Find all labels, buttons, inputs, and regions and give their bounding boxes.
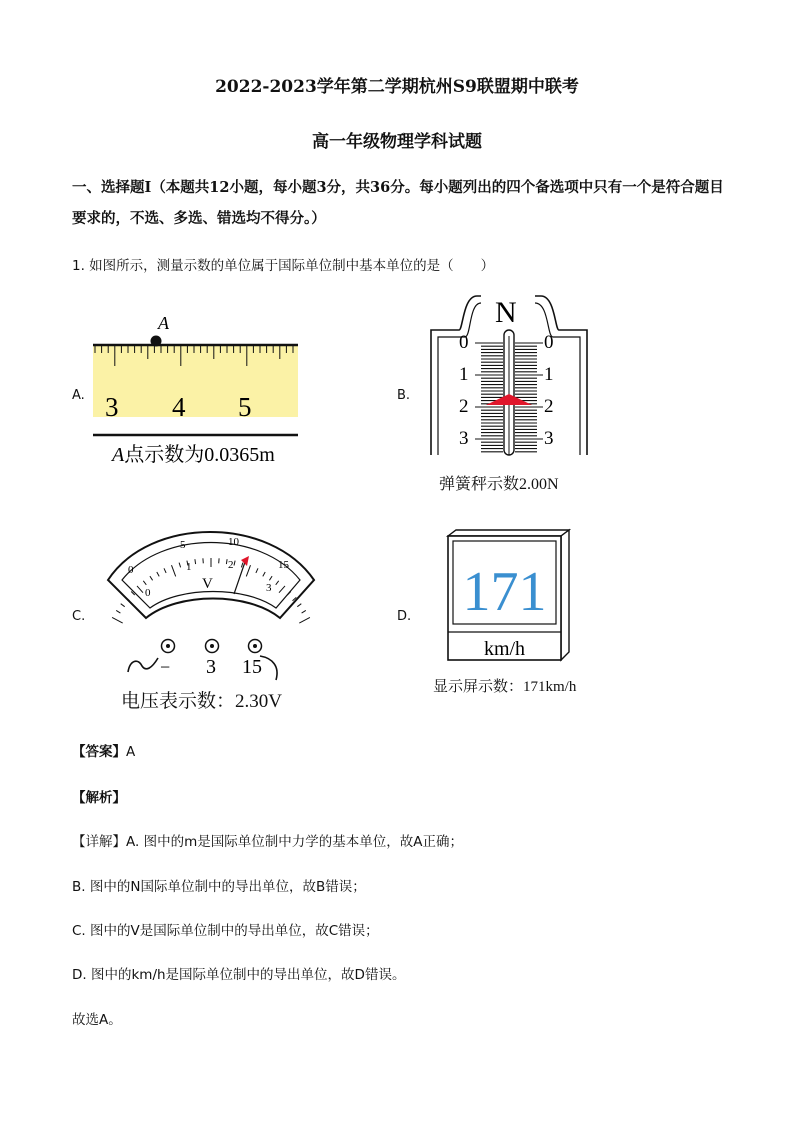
option-a-letter: A. (72, 388, 85, 403)
lower-scale-1: 1 (186, 561, 192, 573)
answer-label: 【答案】 (72, 744, 126, 760)
wire-right (260, 656, 277, 680)
scale-top-label: N (495, 296, 517, 329)
scale-left-3: 3 (459, 428, 469, 449)
scale-right-3: 3 (544, 428, 554, 449)
meter-unit-v: V (202, 576, 213, 592)
analysis-label: 【解析】 (72, 790, 126, 806)
lower-scale-2: 2 (228, 559, 234, 571)
lower-scale-0: 0 (145, 587, 151, 599)
page-subtitle: 高一年级物理学科试题 (312, 132, 482, 152)
answer-value: A (126, 744, 136, 760)
spring-scale-figure (425, 290, 595, 458)
scale-right-1: 1 (544, 364, 554, 385)
display-unit: km/h (483, 638, 526, 660)
meter-tick (297, 604, 301, 607)
ruler-number-3: 3 (105, 392, 119, 422)
meter-tick (121, 604, 125, 607)
ruler-number-5: 5 (238, 392, 252, 422)
section-heading: 一、选择题Ⅰ（本题共12小题，每小题3分，共36分。每小题列出的四个备选项中只有一个是符合题目要求的，不选、多选、错选均不得分。） (72, 179, 724, 227)
page-title: 2022-2023学年第二学期杭州S9联盟期中联考 (215, 77, 579, 97)
point-a-label: A (158, 313, 169, 333)
option-d-letter: D. (397, 609, 412, 624)
option-b-letter: B. (397, 388, 411, 403)
terminal-label-15: 15 (242, 656, 262, 678)
option-a-caption: A点示数为0.0365m (112, 444, 275, 466)
option-b-caption: 弹簧秤示数2.00N (439, 476, 559, 493)
display-side-face (561, 530, 569, 660)
question-stem: 1. 如图所示，测量示数的单位属于国际单位制中基本单位的是（ ） (72, 258, 495, 274)
wire-left (128, 658, 158, 672)
conclusion: 故选A。 (72, 1012, 122, 1028)
explanation-line-a (72, 830, 463, 850)
upper-scale-10: 10 (228, 536, 239, 548)
explanation-line-c: C. 图中的V是国际单位制中的导出单位，故C错误； (72, 923, 379, 939)
ruler-number-4: 4 (172, 392, 186, 422)
meter-tick (116, 610, 120, 613)
upper-scale-15: 15 (278, 559, 289, 571)
meter-tick (302, 610, 306, 613)
meter-tick (195, 559, 196, 564)
answer-line (72, 740, 135, 760)
upper-scale-5: 5 (180, 539, 186, 551)
meter-tick (226, 559, 227, 564)
terminal-label-neg: − (160, 657, 171, 677)
meter-tick (299, 617, 310, 623)
lower-scale-3: 3 (266, 582, 272, 594)
option-d-caption: 显示屏示数：171km/h (433, 679, 577, 695)
upper-scale-0: 0 (128, 564, 134, 576)
scale-left-2: 2 (459, 396, 469, 417)
point-a-marker (151, 336, 162, 347)
speed-display-figure (440, 528, 575, 668)
terminal-label-3: 3 (206, 656, 216, 678)
ruler-figure (88, 310, 303, 470)
detail-label: 【详解】 (72, 834, 126, 850)
scale-right-2: 2 (544, 396, 554, 417)
explanation-text-a: A. 图中的m是国际单位制中力学的基本单位，故A正确； (126, 834, 463, 850)
display-value: 171 (462, 561, 547, 623)
meter-tick (112, 617, 123, 623)
explanation-line-d: D. 图中的km/h是国际单位制中的导出单位，故D错误。 (72, 967, 406, 983)
scale-right-0: 0 (544, 332, 554, 353)
ruler-body (93, 345, 298, 417)
scale-left-0: 0 (459, 332, 469, 353)
scale-left-1: 1 (459, 364, 469, 385)
option-c-caption: 电压表示数：2.30V (121, 691, 282, 712)
option-c-letter: C. (72, 609, 86, 624)
display-top-face (448, 530, 569, 536)
explanation-line-b: B. 图中的N国际单位制中的导出单位，故B错误； (72, 879, 366, 895)
scale-pointer (486, 394, 532, 405)
voltmeter-figure (100, 520, 325, 685)
